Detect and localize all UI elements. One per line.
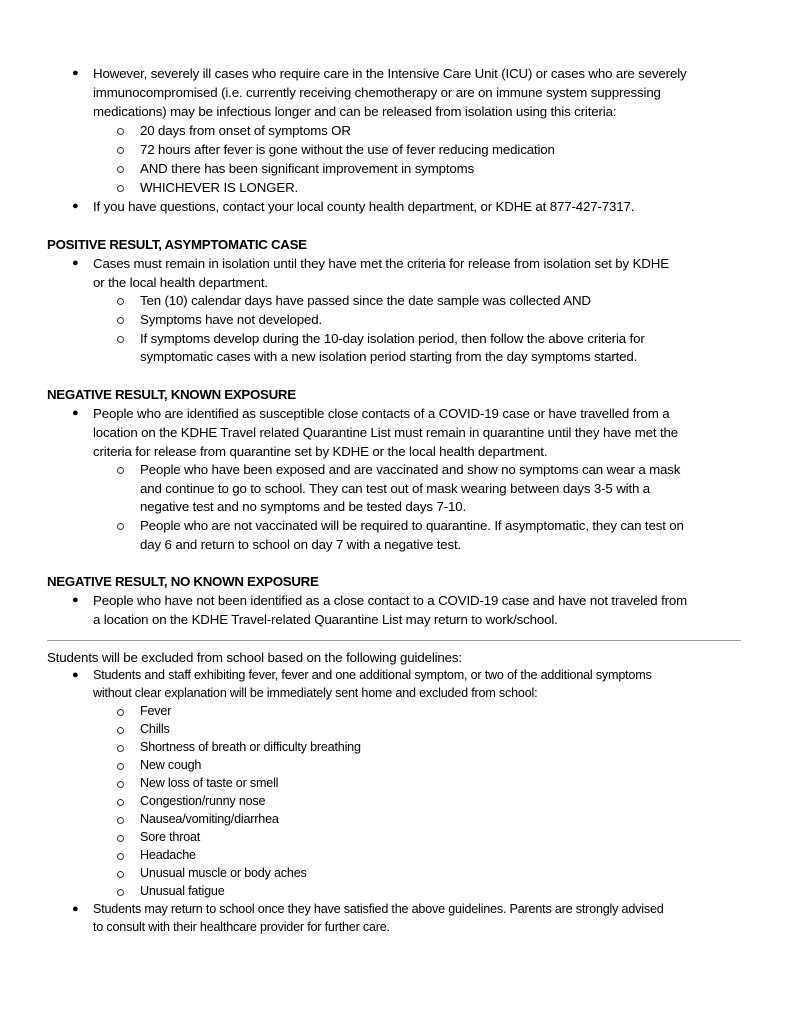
paragraph-line: to consult with their healthcare provider for further care. — [93, 920, 390, 934]
sub-list-item: Ten (10) calendar days have passed since the date sample was collected AND — [140, 293, 591, 308]
sub-bullet-circle — [117, 745, 124, 752]
sub-list-item: symptomatic cases with a new isolation period starting from the day symptoms started. — [140, 349, 638, 364]
sub-bullet-circle — [117, 166, 124, 173]
paragraph-line: Cases must remain in isolation until they have met the criteria for release from isolation set by KDHE — [93, 256, 669, 271]
symptom-item: Headache — [140, 848, 196, 862]
sub-bullet-circle — [117, 727, 124, 734]
sub-bullet-circle — [117, 147, 124, 154]
sub-list-item: People who are not vaccinated will be required to quarantine. If asymptomatic, they can test on — [140, 518, 684, 533]
bullet-dot: ● — [72, 200, 79, 212]
bullet-dot: ● — [72, 407, 79, 419]
paragraph-line: criteria for release from quarantine set by KDHE or the local health department. — [93, 444, 548, 459]
paragraph-line: Students and staff exhibiting fever, fever and one additional symptom, or two of the additional symptoms — [93, 668, 652, 682]
sub-bullet-circle — [117, 835, 124, 842]
paragraph-line: immunocompromised (i.e. currently receiving chemotherapy or are on immune system suppressing — [93, 85, 661, 100]
sub-bullet-circle — [117, 523, 124, 530]
sub-list-item: and continue to go to school. They can test out of mask wearing between days 3-5 with a — [140, 481, 651, 496]
sub-list-item: 20 days from onset of symptoms OR — [140, 123, 351, 138]
sub-bullet-circle — [117, 298, 124, 305]
symptom-item: New cough — [140, 758, 202, 772]
sub-list-item: day 6 and return to school on day 7 with a negative test. — [140, 537, 462, 552]
section-heading: NEGATIVE RESULT, NO KNOWN EXPOSURE — [47, 574, 319, 589]
section-heading: NEGATIVE RESULT, KNOWN EXPOSURE — [47, 387, 296, 402]
paragraph-line: However, severely ill cases who require care in the Intensive Care Unit (ICU) or cases who are severely — [93, 66, 687, 81]
bullet-dot: ● — [72, 669, 79, 681]
section-heading: POSITIVE RESULT, ASYMPTOMATIC CASE — [47, 237, 307, 252]
sub-bullet-circle — [117, 467, 124, 474]
symptom-item: Nausea/vomiting/diarrhea — [140, 812, 279, 826]
sub-bullet-circle — [117, 336, 124, 343]
paragraph-line: without clear explanation will be immediately sent home and excluded from school: — [93, 686, 538, 700]
symptom-item: New loss of taste or smell — [140, 776, 279, 790]
sub-list-item: AND there has been significant improvement in symptoms — [140, 161, 475, 176]
sub-bullet-circle — [117, 889, 124, 896]
sub-list-item: Symptoms have not developed. — [140, 312, 323, 327]
symptom-item: Unusual muscle or body aches — [140, 866, 307, 880]
exclusion-intro: Students will be excluded from school based on the following guidelines: — [47, 650, 462, 665]
bullet-dot: ● — [72, 67, 79, 79]
sub-list-item: If symptoms develop during the 10-day isolation period, then follow the above criteria for — [140, 331, 645, 346]
sub-list-item: WHICHEVER IS LONGER. — [140, 180, 299, 195]
sub-bullet-circle — [117, 185, 124, 192]
horizontal-divider — [47, 640, 741, 641]
paragraph-line: Students may return to school once they have satisfied the above guidelines. Parents are strongly advised — [93, 902, 664, 916]
sub-bullet-circle — [117, 709, 124, 716]
symptom-item: Fever — [140, 704, 172, 718]
sub-bullet-circle — [117, 871, 124, 878]
bullet-dot: ● — [72, 903, 79, 915]
bullet-dot: ● — [72, 257, 79, 269]
sub-bullet-circle — [117, 817, 124, 824]
symptom-item: Sore throat — [140, 830, 201, 844]
sub-bullet-circle — [117, 799, 124, 806]
sub-list-item: 72 hours after fever is gone without the use of fever reducing medication — [140, 142, 555, 157]
sub-list-item: negative test and no symptoms and be tested days 7-10. — [140, 499, 467, 514]
symptom-item: Chills — [140, 722, 170, 736]
bullet-dot: ● — [72, 594, 79, 606]
contact-info-line: If you have questions, contact your local county health department, or KDHE at 877-427-7317. — [93, 199, 635, 214]
sub-bullet-circle — [117, 781, 124, 788]
sub-bullet-circle — [117, 763, 124, 770]
paragraph-line: or the local health department. — [93, 275, 268, 290]
sub-bullet-circle — [117, 128, 124, 135]
paragraph-line: a location on the KDHE Travel-related Quarantine List may return to work/school. — [93, 612, 558, 627]
sub-bullet-circle — [117, 853, 124, 860]
sub-list-item: People who have been exposed and are vaccinated and show no symptoms can wear a mask — [140, 462, 681, 477]
symptom-item: Unusual fatigue — [140, 884, 225, 898]
symptom-item: Congestion/runny nose — [140, 794, 266, 808]
paragraph-line: location on the KDHE Travel related Quarantine List must remain in quarantine until they have met the — [93, 425, 679, 440]
paragraph-line: People who have not been identified as a close contact to a COVID-19 case and have not traveled from — [93, 593, 688, 608]
paragraph-line: medications) may be infectious longer and can be released from isolation using this criteria: — [93, 104, 617, 119]
symptom-item: Shortness of breath or difficulty breathing — [140, 740, 361, 754]
paragraph-line: People who are identified as susceptible close contacts of a COVID-19 case or have travelled from a — [93, 406, 670, 421]
sub-bullet-circle — [117, 317, 124, 324]
